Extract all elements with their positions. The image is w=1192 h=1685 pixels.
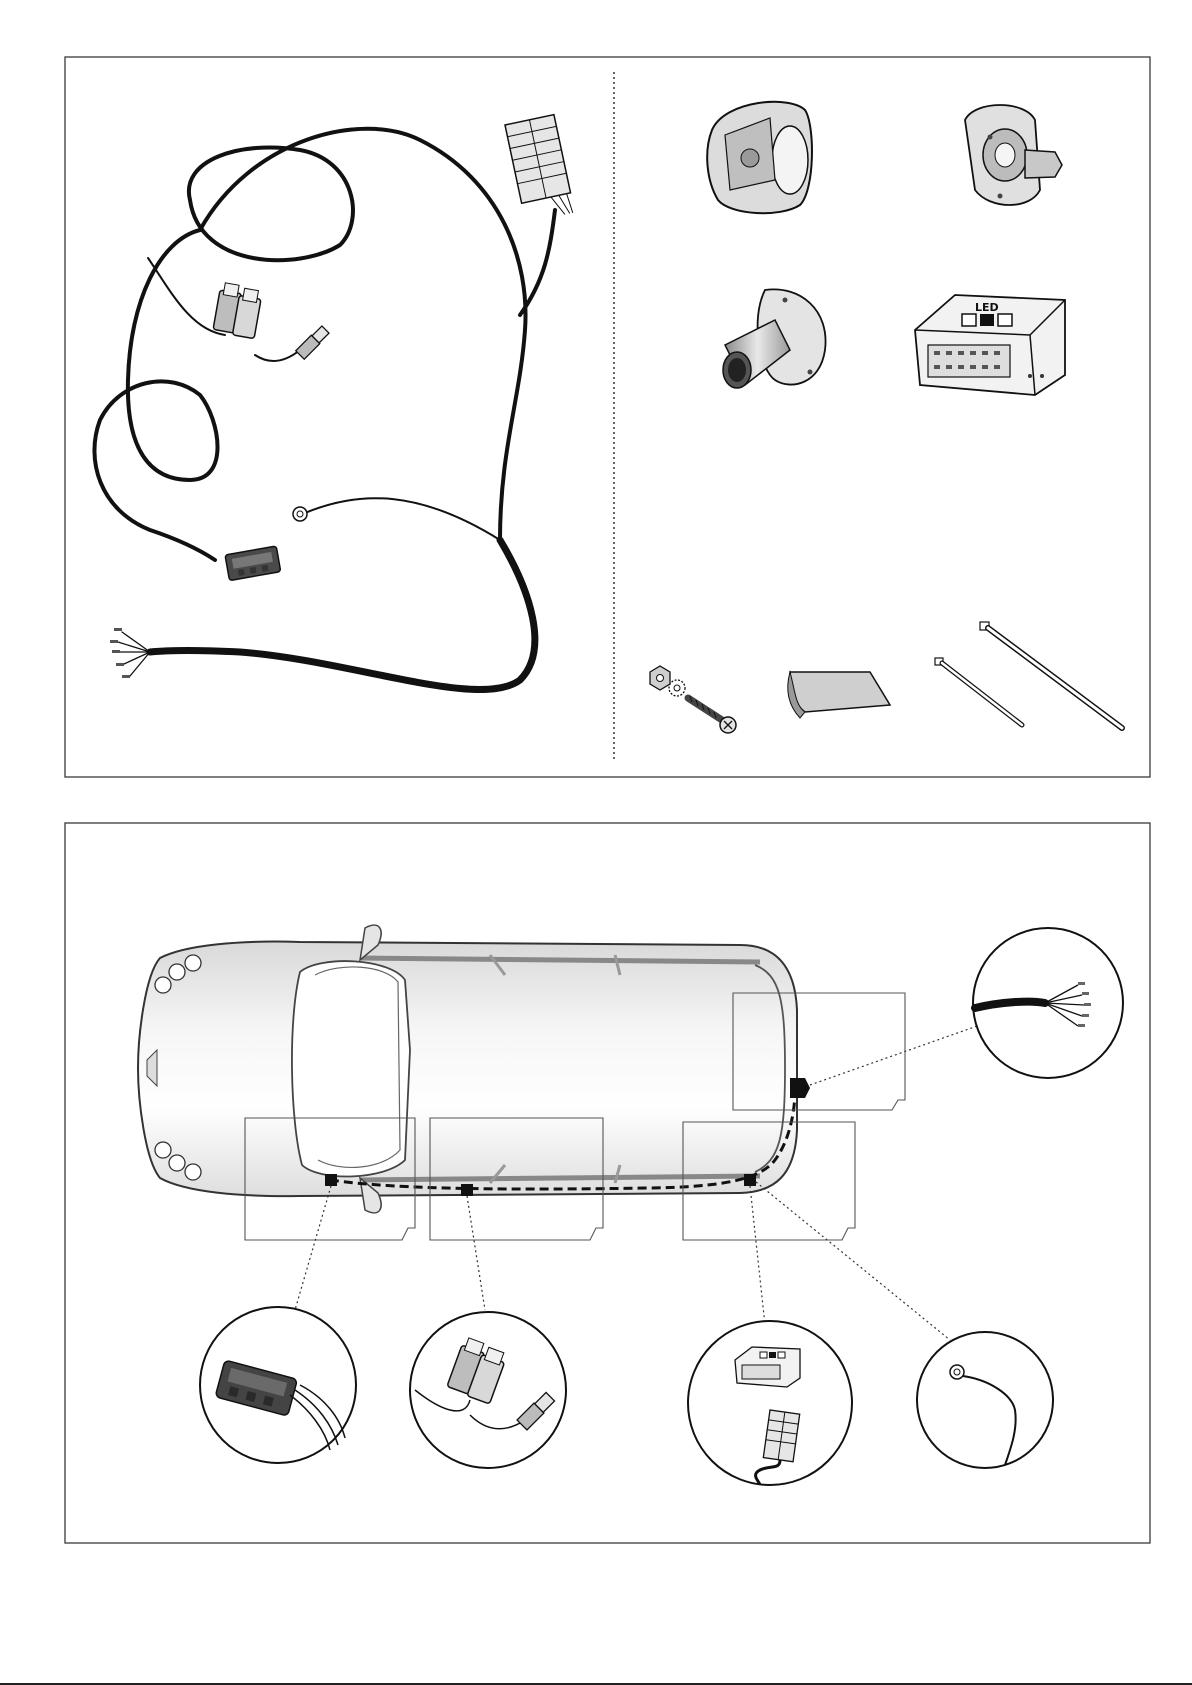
harness-multipin-connector <box>505 115 575 223</box>
detail-ground-terminal <box>917 1332 1053 1468</box>
towbar-socket-13-pin <box>707 102 812 213</box>
detail-wire-ends <box>973 928 1123 1078</box>
led-control-module <box>915 295 1065 395</box>
cable-tie-short <box>935 658 1022 725</box>
harness-vehicle-connector <box>225 546 281 581</box>
socket-seal-gasket <box>965 105 1062 205</box>
vehicle-top-view <box>138 925 797 1213</box>
adhesive-sheet <box>788 672 890 718</box>
detail-led-plugs <box>410 1312 566 1468</box>
detail-led-module <box>688 1321 852 1485</box>
harness-ring-terminal <box>293 507 307 521</box>
wiring-harness <box>94 129 555 690</box>
socket-mounting-plate <box>723 289 826 388</box>
screw-nut-washer-set <box>650 666 736 733</box>
detail-vehicle-connector <box>200 1307 356 1463</box>
led-module-logo: LED <box>975 301 999 314</box>
harness-bulb-socket <box>296 325 330 359</box>
harness-led-plugs <box>213 282 263 339</box>
